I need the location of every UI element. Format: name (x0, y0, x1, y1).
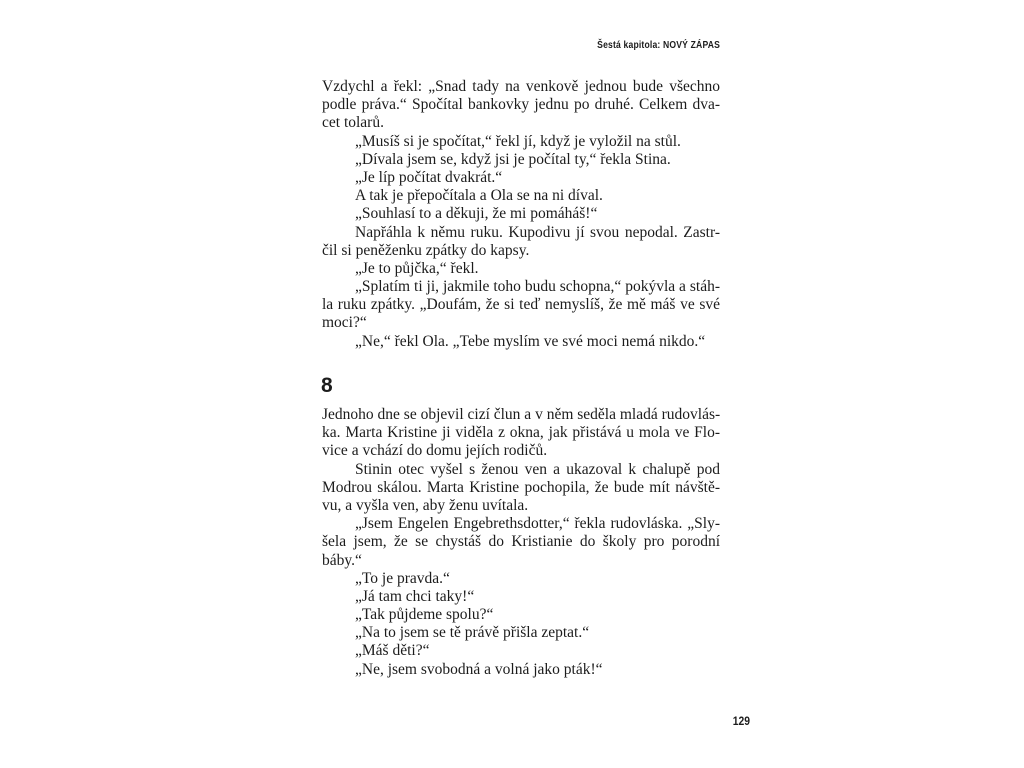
text-line: „Tak půjdeme spolu?“ (355, 606, 494, 624)
text-line: čil si peněženku zpátky do kapsy. (322, 241, 530, 259)
text-line: „Jsem Engelen Engebrethsdotter,“ řekla rudovláska. „Sly- (355, 515, 720, 533)
text-line: „Dívala jsem se, když jsi je počítal ty,“ řekla Stina. (355, 150, 671, 168)
text-line: „To je pravda.“ (355, 569, 450, 587)
text-line: la ruku zpátky. „Doufám, že si teď nemyslíš, že mě máš ve své (322, 296, 720, 314)
page-number: 129 (732, 714, 750, 728)
text-line: Napřáhla k němu ruku. Kupodivu jí svou nepodal. Zastr- (355, 223, 720, 241)
text-line: vice a vchází do domu jejích rodičů. (322, 442, 548, 460)
text-line: „Souhlasí to a děkuji, že mi pomáháš!“ (355, 205, 598, 223)
text-line: Jednoho dne se objevil cizí člun a v něm seděla mladá rudovlás- (322, 406, 721, 423)
text-line: podle práva.“ Spočítal bankovky jednu po druhé. Celkem dva- (322, 96, 720, 114)
text-line: báby.“ (322, 551, 362, 569)
text-line: „Musíš si je spočítat,“ řekl jí, když je vyložil na stůl. (355, 132, 681, 150)
text-line: vu, a vyšla ven, aby ženu uvítala. (322, 496, 529, 514)
text-line: „Splatím ti ji, jakmile toho budu schopna,“ pokývla a stáh- (355, 278, 720, 296)
text-section-2 (322, 406, 720, 679)
text-line: šela jsem, že se chystáš do Kristianie do školy pro porodní (322, 533, 720, 551)
text-line: „Ne,“ řekl Ola. „Tebe myslím ve své moci nemá nikdo.“ (355, 332, 706, 350)
text-line: cet tolarů. (322, 114, 384, 132)
text-line: „Máš děti?“ (355, 642, 430, 660)
text-line: moci?“ (322, 314, 367, 332)
running-head: Šestá kapitola: NOVÝ ZÁPAS (597, 40, 720, 51)
text-line: „Na to jsem se tě právě přišla zeptat.“ (355, 624, 590, 642)
text-line: Stinin otec vyšel s ženou ven a ukazoval k chalupě pod (355, 460, 720, 478)
text-line: ka. Marta Kristine ji viděla z okna, jak přistává u mola ve Flo- (322, 424, 720, 442)
text-line: „Je líp počítat dvakrát.“ (355, 168, 503, 186)
text-line: Vzdychl a řekl: „Snad tady na venkově jednou bude všechno (322, 78, 720, 95)
chapter-number: 8 (321, 374, 333, 397)
text-line: „Ne, jsem svobodná a volná jako pták!“ (355, 660, 603, 678)
text-section-1 (322, 78, 720, 351)
text-line: „Já tam chci taky!“ (355, 587, 475, 605)
text-line: Modrou skálou. Marta Kristine pochopila, že bude mít návště- (322, 478, 720, 496)
text-line: „Je to půjčka,“ řekl. (355, 259, 479, 277)
text-line: A tak je přepočítala a Ola se na ni díval. (355, 187, 603, 205)
